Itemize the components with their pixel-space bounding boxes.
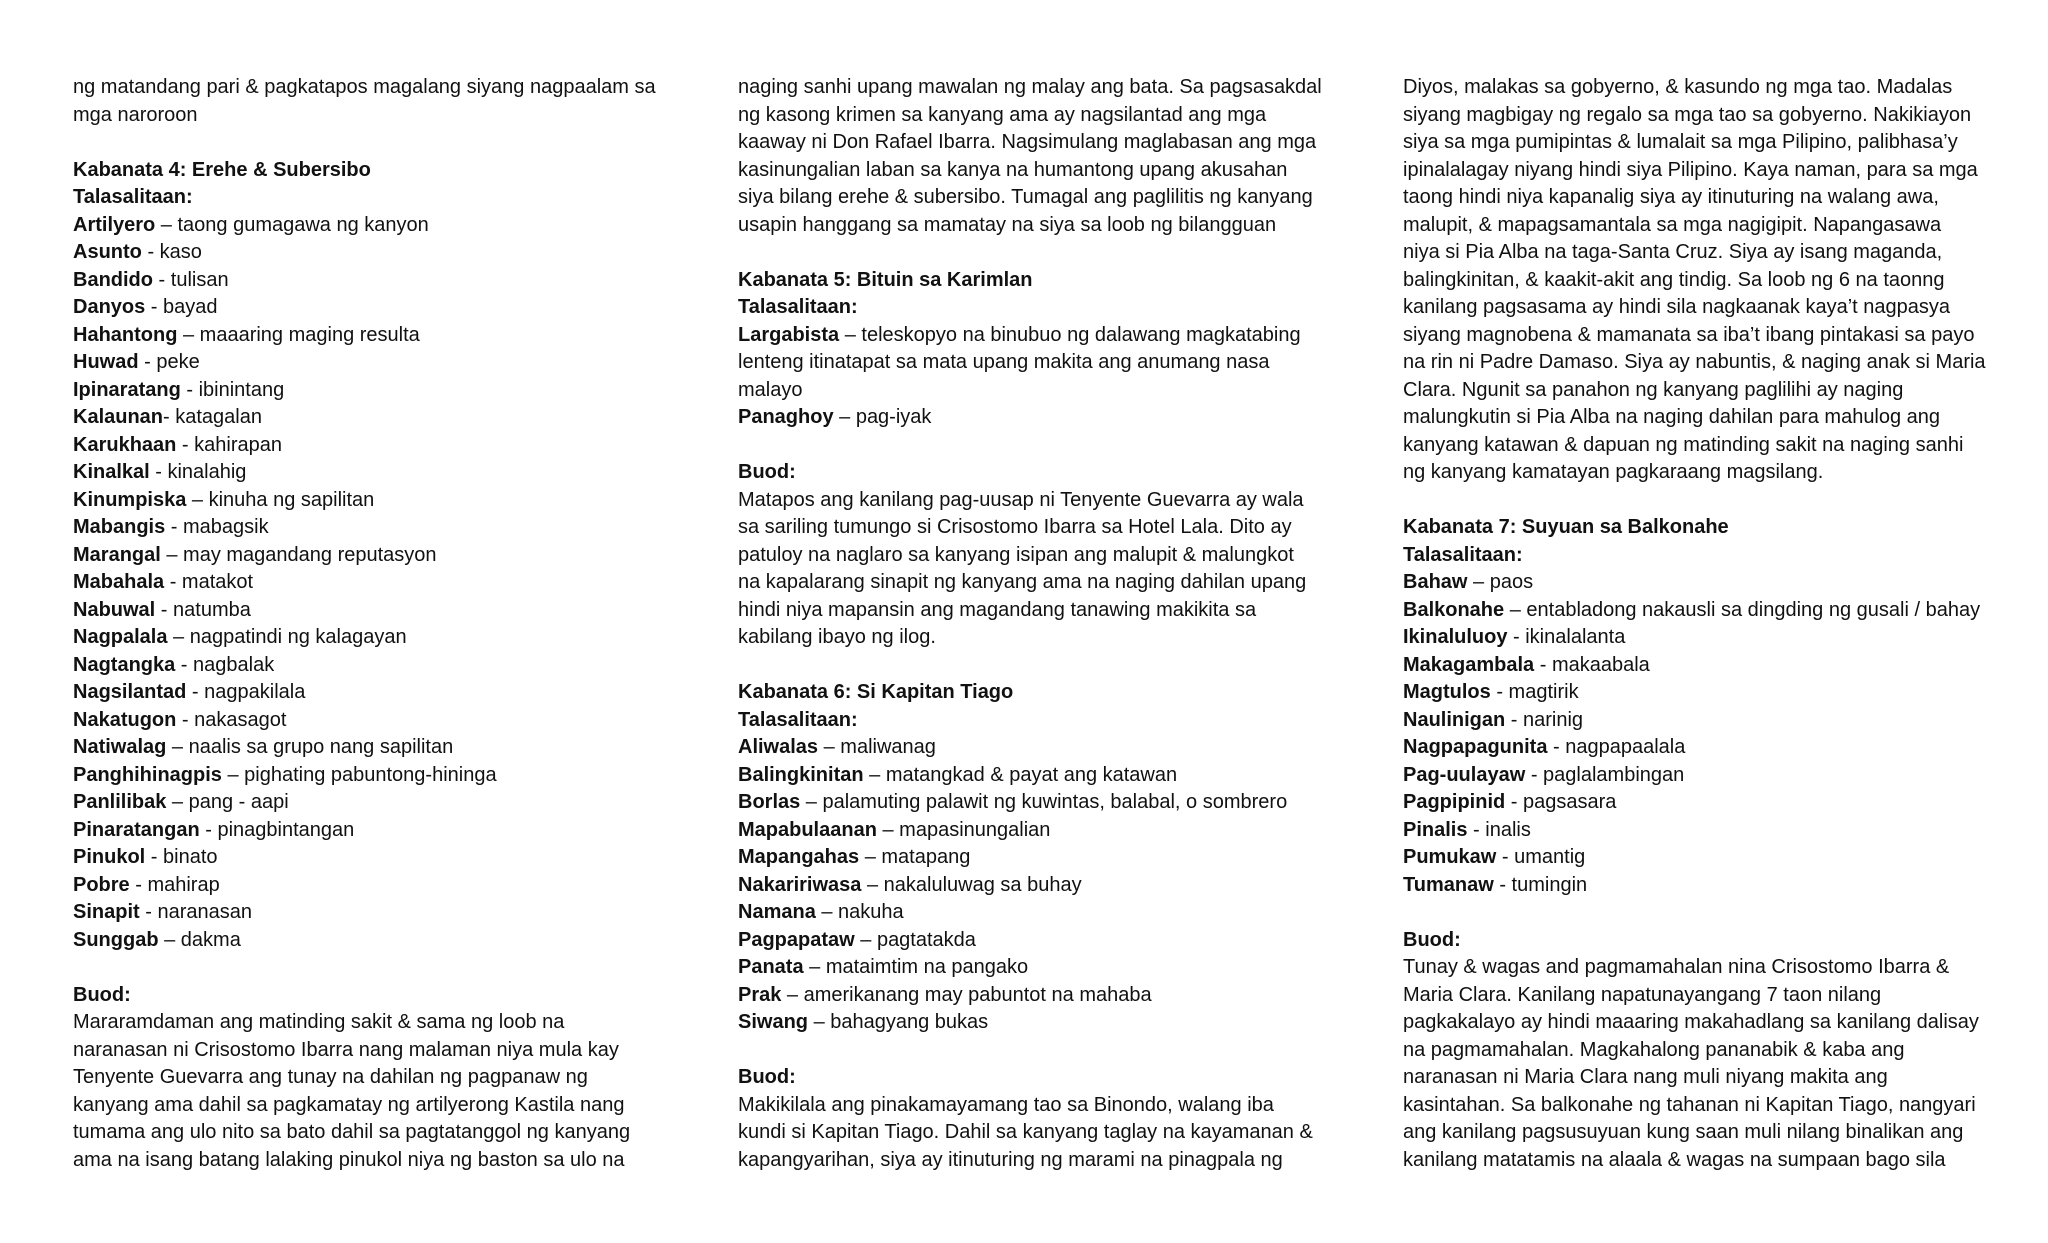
paragraph-line: sa sariling tumungo si Crisostomo Ibarra sa Hotel Lala. Dito ay (738, 516, 1292, 538)
glossary-term: Naulinigan (1403, 708, 1506, 731)
spacer (738, 432, 1358, 460)
glossary-entry (73, 927, 673, 955)
glossary-term: Makagambala (1403, 653, 1535, 676)
paragraph-line: kanyang katawan & dapuan ng matinding sakit na naging sanhi (1403, 433, 1964, 456)
glossary-term: Tumanaw (1403, 873, 1494, 896)
glossary-definition: – nagpatindi ng kalagayan (167, 626, 407, 648)
paragraph-line: ang kanilang pagsusuyuan kung saan muli nilang binalikan ang (1403, 1121, 1964, 1143)
glossary-entry (73, 432, 673, 460)
glossary-definition: – maaaring maging resulta (177, 323, 420, 346)
glossary-term: Nagsilantad (73, 681, 187, 703)
glossary-definition: - katagalan (163, 406, 262, 428)
glossary-entry (73, 652, 673, 680)
section-heading: Kabanata 4: Erehe & Subersibo (73, 158, 371, 181)
glossary-entry (1403, 762, 2023, 790)
glossary-entry (73, 212, 673, 240)
paragraph-line: niya si Pia Alba na taga-Santa Cruz. Siya ay isang maganda, (1403, 241, 1943, 263)
glossary-term: Pinukol (73, 846, 146, 868)
glossary-entry (73, 404, 673, 432)
paragraph-line: kabilang ibayo ng ilog. (738, 626, 936, 648)
glossary-definition: - tumingin (1493, 873, 1588, 896)
glossary-entry (73, 267, 673, 295)
glossary-entry (73, 762, 673, 790)
glossary-term: Nakaririwasa (738, 873, 862, 896)
glossary-entry (73, 624, 673, 652)
glossary-term: Artilyero (73, 213, 156, 236)
glossary-definition: – teleskopyo na binubuo ng dalawang magkatabing (839, 323, 1301, 346)
glossary-definition: - nakasagot (176, 708, 287, 731)
glossary-term: Nagpalala (73, 626, 168, 648)
glossary-definition: - narinig (1505, 708, 1584, 731)
glossary-entry (738, 1009, 1358, 1037)
paragraph-line: malayo (738, 378, 803, 401)
glossary-term: Panata (738, 956, 804, 978)
paragraph-line: ng kasong krimen sa kanyang ama ay nagsilantad ang mga (738, 103, 1267, 126)
glossary-term: Karukhaan (73, 433, 177, 456)
glossary-definition: – taong gumagawa ng kanyon (155, 213, 429, 236)
glossary-term: Magtulos (1403, 681, 1491, 703)
paragraph-line: kaaway ni Don Rafael Ibarra. Nagsimulang maglabasan ang mga (738, 131, 1317, 153)
paragraph-line: Makikilala ang pinakamayamang tao sa Binondo, walang iba (738, 1093, 1274, 1116)
glossary-term: Mapabulaanan (738, 818, 877, 841)
paragraph-line: naranasan ni Crisostomo Ibarra nang malaman niya mula kay (73, 1038, 619, 1061)
glossary-entry (73, 679, 673, 707)
paragraph-line: kanyang ama dahil sa pagkamatay ng artilyerong Kastila nang (73, 1093, 625, 1116)
paragraph-line: Diyos, malakas sa gobyerno, & kasundo ng mga tao. Madalas (1403, 76, 1953, 98)
glossary-term: Aliwalas (738, 736, 819, 758)
glossary-entry (738, 789, 1358, 817)
paragraph-line: Tunay & wagas and pagmamahalan nina Crisostomo Ibarra & (1403, 956, 1950, 978)
section-heading: Kabanata 5: Bituin sa Karimlan (738, 268, 1033, 291)
glossary-entry (1403, 652, 2023, 680)
glossary-term: Hahantong (73, 323, 178, 346)
section-heading: Talasalitaan: (738, 708, 858, 731)
glossary-entry (738, 734, 1358, 762)
glossary-definition: – paos (1467, 571, 1534, 593)
glossary-definition: - umantig (1496, 846, 1586, 868)
glossary-term: Danyos (73, 296, 146, 318)
glossary-term: Balingkinitan (738, 763, 864, 786)
glossary-entry (73, 844, 673, 872)
glossary-definition: – entabladong nakausli sa dingding ng gusali / bahay (1504, 598, 1981, 621)
glossary-term: Kinalkal (73, 461, 150, 483)
glossary-definition: - kaso (141, 241, 202, 263)
paragraph-line: naging sanhi upang mawalan ng malay ang bata. Sa pagsasakdal (738, 76, 1322, 98)
paragraph-line: patuloy na naglaro sa kanyang isipan ang malupit & malungkot (738, 543, 1294, 566)
glossary-definition: – may magandang reputasyon (160, 543, 437, 566)
glossary-term: Mabangis (73, 516, 166, 538)
paragraph-line: na pagmamahalan. Magkahalong pananabik & kaba ang (1403, 1038, 1905, 1061)
glossary-entry (1403, 789, 2023, 817)
glossary-entry (73, 349, 673, 377)
paragraph-line: Clara. Ngunit sa panahon ng kanyang paglilihi ay naging (1403, 378, 1904, 401)
spacer (738, 1037, 1358, 1065)
glossary-entry (73, 817, 673, 845)
section-heading: Talasalitaan: (738, 296, 858, 318)
glossary-entry (1403, 734, 2023, 762)
glossary-definition: – mataimtim na pangako (803, 956, 1029, 978)
column-1 (73, 74, 673, 1174)
glossary-term: Sunggab (73, 928, 159, 951)
glossary-entry (73, 322, 673, 350)
glossary-entry (1403, 624, 2023, 652)
glossary-definition: - inalis (1467, 818, 1531, 841)
glossary-entry (738, 927, 1358, 955)
glossary-definition: – nakaluluwag sa buhay (861, 873, 1082, 896)
glossary-term: Kinumpiska (73, 488, 187, 511)
paragraph-line: naranasan ni Maria Clara nang muli niyang makita ang (1403, 1066, 1888, 1088)
paragraph-line: malungkutin si Pia Alba na naging dahilan para mahulog ang (1403, 406, 1941, 428)
glossary-definition: - tulisan (153, 268, 229, 291)
paragraph-line: taong hindi niya kapanalig siya ay itinuturing na walang awa, (1403, 186, 1939, 208)
glossary-definition: - naranasan (139, 901, 252, 923)
glossary-definition: – pighating pabuntong-hininga (221, 763, 497, 786)
glossary-entry (738, 844, 1358, 872)
paragraph-line: kapangyarihan, siya ay itinuturing ng marami na pinagpala ng (738, 1148, 1283, 1171)
glossary-term: Panaghoy (738, 406, 834, 428)
glossary-term: Natiwalag (73, 736, 167, 758)
glossary-entry (73, 459, 673, 487)
glossary-term: Balkonahe (1403, 598, 1505, 621)
glossary-definition: - paglalambingan (1525, 763, 1685, 786)
section-heading: Buod: (738, 461, 796, 483)
glossary-definition: - ikinalalanta (1507, 626, 1626, 648)
spacer (1403, 487, 2023, 515)
glossary-definition: – pag-iyak (833, 406, 932, 428)
paragraph-line: balingkinitan, & kaakit-akit ang tindig. Sa loob ng 6 na taonng (1403, 268, 1945, 291)
glossary-definition: - kinalahig (149, 461, 247, 483)
glossary-entry (1403, 817, 2023, 845)
glossary-term: Prak (738, 983, 782, 1006)
glossary-definition: - mabagsik (165, 516, 269, 538)
glossary-entry (738, 762, 1358, 790)
glossary-entry (1403, 844, 2023, 872)
glossary-definition: – naalis sa grupo nang sapilitan (166, 736, 454, 758)
glossary-entry (1403, 679, 2023, 707)
glossary-definition: - binato (145, 846, 218, 868)
paragraph-line: Tenyente Guevarra ang tunay na dahilan ng pagpanaw ng (73, 1066, 588, 1088)
glossary-term: Nagpapagunita (1403, 736, 1548, 758)
glossary-entry (73, 487, 673, 515)
section-heading: Buod: (738, 1066, 796, 1088)
glossary-entry (1403, 872, 2023, 900)
glossary-definition: - peke (138, 351, 200, 373)
glossary-definition: - nagpakilala (186, 681, 306, 703)
glossary-entry (738, 872, 1358, 900)
glossary-definition: – palamuting palawit ng kuwintas, balabal, o sombrero (800, 791, 1288, 813)
glossary-definition: – amerikanang may pabuntot na mahaba (781, 983, 1152, 1006)
spacer (73, 954, 673, 982)
glossary-definition: - makaabala (1534, 653, 1650, 676)
paragraph-line: ng kanyang kamatayan pagkaraang magsilang. (1403, 461, 1824, 483)
glossary-entry (738, 982, 1358, 1010)
section-heading: Talasalitaan: (1403, 543, 1523, 566)
glossary-entry (1403, 707, 2023, 735)
glossary-definition: - bayad (145, 296, 218, 318)
glossary-term: Namana (738, 901, 816, 923)
glossary-definition: – mapasinungalian (876, 818, 1051, 841)
paragraph-line: hindi niya mapansin ang magandang tanawing makikita sa (738, 598, 1257, 621)
glossary-definition: – dakma (158, 928, 241, 951)
glossary-definition: - kahirapan (176, 433, 282, 456)
glossary-entry (738, 817, 1358, 845)
glossary-term: Pagpipinid (1403, 791, 1506, 813)
paragraph-line: Maria Clara. Kanilang napatunayangang 7 taon nilang (1403, 983, 1882, 1006)
glossary-term: Mabahala (73, 571, 165, 593)
paragraph-line: Mararamdaman ang matinding sakit & sama ng loob na (73, 1011, 565, 1033)
paragraph-line: usapin hanggang sa mamatay na siya sa loob ng bilangguan (738, 213, 1277, 236)
glossary-definition: – bahagyang bukas (808, 1011, 989, 1033)
paragraph-line: na rin ni Padre Damaso. Siya ay nabuntis, & naging anak si Maria (1403, 351, 1986, 373)
glossary-definition: – nakuha (815, 901, 904, 923)
glossary-definition: - pagsasara (1505, 791, 1617, 813)
glossary-term: Pumukaw (1403, 846, 1497, 868)
glossary-entry (738, 954, 1358, 982)
glossary-entry (73, 294, 673, 322)
section-heading: Buod: (73, 983, 131, 1006)
paragraph-line: na kapalarang sinapit ng kanyang ama na naging dahilan upang (738, 571, 1307, 593)
glossary-term: Mapangahas (738, 846, 860, 868)
glossary-definition: - natumba (155, 598, 251, 621)
glossary-term: Bandido (73, 268, 153, 291)
glossary-term: Marangal (73, 543, 161, 566)
glossary-entry (73, 597, 673, 625)
glossary-entry (73, 734, 673, 762)
glossary-term: Nagtangka (73, 653, 176, 676)
glossary-definition: – pang - aapi (166, 791, 289, 813)
glossary-entry (73, 514, 673, 542)
paragraph-line: siya bilang erehe & subersibo. Tumagal ang paglilitis ng kanyang (738, 186, 1313, 208)
glossary-entry (73, 707, 673, 735)
spacer (738, 652, 1358, 680)
glossary-entry (738, 899, 1358, 927)
section-heading: Buod: (1403, 928, 1461, 951)
spacer (73, 129, 673, 157)
paragraph-line: Matapos ang kanilang pag-uusap ni Tenyente Guevarra ay wala (738, 488, 1304, 511)
glossary-definition: – matangkad & payat ang katawan (863, 763, 1178, 786)
glossary-definition: – kinuha ng sapilitan (186, 488, 375, 511)
glossary-entry (73, 239, 673, 267)
glossary-term: Huwad (73, 351, 139, 373)
glossary-term: Panghihinagpis (73, 763, 222, 786)
paragraph-line: tumama ang ulo nito sa bato dahil sa pagtatanggol ng kanyang (73, 1121, 631, 1143)
column-3 (1403, 74, 2023, 1174)
glossary-term: Pagpapataw (738, 928, 855, 951)
spacer (1403, 899, 2023, 927)
paragraph-line: lenteng itinatapat sa mata upang makita ang anumang nasa (738, 351, 1270, 373)
glossary-term: Kalaunan (73, 406, 164, 428)
glossary-term: Ikinaluluoy (1403, 626, 1508, 648)
paragraph-line: malupit, & mapagsamantala sa mga nagigipit. Napangasawa (1403, 213, 1942, 236)
glossary-term: Pag-uulayaw (1403, 763, 1526, 786)
glossary-entry (73, 569, 673, 597)
glossary-entry (73, 377, 673, 405)
glossary-entry (1403, 569, 2023, 597)
glossary-term: Pinaratangan (73, 818, 200, 841)
glossary-definition: - magtirik (1490, 681, 1579, 703)
paragraph-line: ipinalalagay niyang hindi siya Pilipino. Kaya naman, para sa mga (1403, 158, 1978, 181)
glossary-term: Nakatugon (73, 708, 177, 731)
section-heading: Talasalitaan: (73, 186, 193, 208)
glossary-definition: - nagbalak (175, 653, 275, 676)
paragraph-line: kasintahan. Sa balkonahe ng tahanan ni Kapitan Tiago, nangyari (1403, 1093, 1976, 1116)
glossary-term: Sinapit (73, 901, 140, 923)
paragraph-line: kundi si Kapitan Tiago. Dahil sa kanyang taglay na kayamanan & (738, 1121, 1313, 1143)
glossary-term: Pinalis (1403, 818, 1468, 841)
glossary-term: Siwang (738, 1011, 809, 1033)
paragraph-line: ng matandang pari & pagkatapos magalang siyang nagpaalam sa (73, 76, 656, 98)
glossary-term: Asunto (73, 241, 142, 263)
glossary-definition: - pinagbintangan (199, 818, 355, 841)
paragraph-line: siyang magbigay ng regalo sa mga tao sa gobyerno. Nakikiayon (1403, 103, 1972, 126)
glossary-term: Nabuwal (73, 598, 156, 621)
glossary-entry (738, 404, 1358, 432)
paragraph-line: ama na isang batang lalaking pinukol niya ng baston sa ulo na (73, 1148, 625, 1171)
section-heading: Kabanata 6: Si Kapitan Tiago (738, 681, 1014, 703)
glossary-definition: – pagtatakda (854, 928, 976, 951)
glossary-definition: – matapang (859, 846, 971, 868)
paragraph-line: kanilang matatamis na alaala & wagas na sumpaan bago sila (1403, 1148, 1946, 1171)
paragraph-line: kanilang pagsasama ay hindi sila nagkaanak kaya’t nagpasya (1403, 296, 1951, 318)
glossary-definition: - nagpapaalala (1547, 736, 1686, 758)
glossary-definition: - ibinintang (180, 378, 285, 401)
glossary-definition: – maliwanag (818, 736, 936, 758)
paragraph-line: siyang magnobena & mamanata sa iba’t ibang pintakasi sa payo (1403, 323, 1975, 346)
paragraph-line: pagkakalayo ay hindi maaaring makahadlang sa kanilang dalisay (1403, 1011, 1979, 1033)
paragraph-line: kasinungalian laban sa kanya na humantong upang akusahan (738, 158, 1288, 181)
column-2 (738, 74, 1358, 1174)
glossary-entry (1403, 597, 2023, 625)
glossary-term: Borlas (738, 791, 801, 813)
glossary-term: Largabista (738, 323, 840, 346)
spacer (738, 239, 1358, 267)
glossary-definition: - matakot (164, 571, 254, 593)
glossary-entry (73, 872, 673, 900)
glossary-term: Panlilibak (73, 791, 167, 813)
glossary-entry (73, 899, 673, 927)
glossary-entry (738, 322, 1358, 350)
glossary-entry (73, 542, 673, 570)
glossary-definition: - mahirap (129, 873, 220, 896)
glossary-term: Pobre (73, 873, 130, 896)
paragraph-line: mga naroroon (73, 103, 198, 126)
section-heading: Kabanata 7: Suyuan sa Balkonahe (1403, 516, 1729, 538)
glossary-term: Bahaw (1403, 571, 1468, 593)
glossary-term: Ipinaratang (73, 378, 181, 401)
paragraph-line: siya sa mga pumipintas & lumalait sa mga Pilipino, palibhasa’y (1403, 131, 1958, 153)
glossary-entry (73, 789, 673, 817)
